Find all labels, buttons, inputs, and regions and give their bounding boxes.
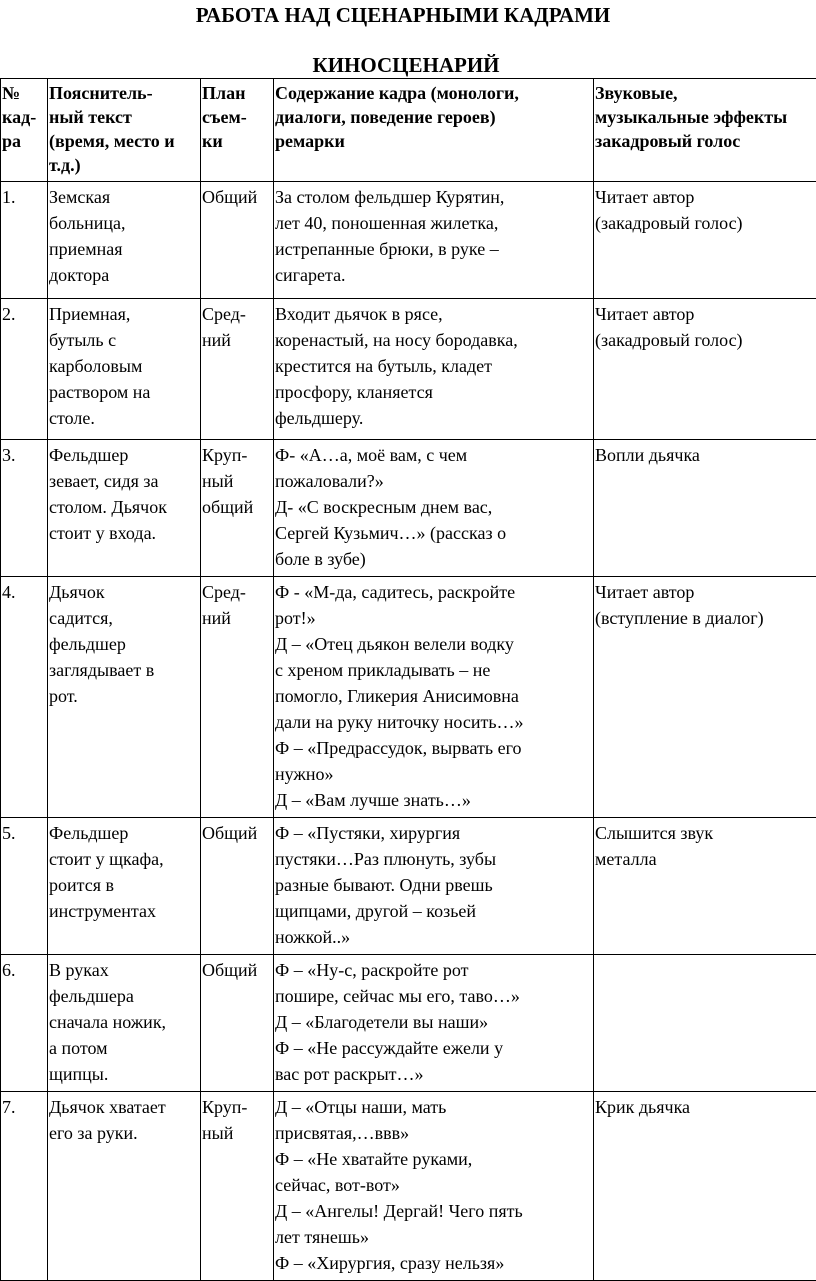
- frame-content: Ф - «М-да, садитесь, раскройте рот!» Д – «Отец дьякон велели водку с хреном прикладывать – не помогло, Гликерия Анисимовна дали на руку ниточку носить…» Ф – «Предрассудок, вырвать его нужно» Д – «Вам лучше знать…»: [274, 577, 594, 818]
- frame-number: 1.: [1, 182, 48, 299]
- table-row: [1, 299, 816, 440]
- frame-content: Ф – «Ну-с, раскройте рот пошире, сейчас мы его, таво…» Д – «Благодетели вы наши» Ф – «Не рассуждайте ежели у вас рот раскрыт…»: [274, 955, 594, 1092]
- table-row: [1, 440, 816, 577]
- table-row: [1, 182, 816, 299]
- table-row: [1, 577, 816, 818]
- header-frame-content: Содержание кадра (монологи, диалоги, поведение героев) ремарки: [274, 79, 594, 182]
- frame-content: Ф – «Пустяки, хирургия пустяки…Раз плюнуть, зубы разные бывают. Одни рвешь щипцами, другой – козьей ножкой..»: [274, 818, 594, 955]
- frame-number: 2.: [1, 299, 48, 440]
- shot-plan: Общий: [201, 818, 274, 955]
- explanatory-text: Дьячок хватает его за руки.: [48, 1092, 201, 1281]
- header-frame-number: № кад- ра: [1, 79, 48, 182]
- explanatory-text: Фельдшер зевает, сидя за столом. Дьячок стоит у входа.: [48, 440, 201, 577]
- sound-effects: [594, 955, 816, 1092]
- document-title: РАБОТА НАД СЦЕНАРНЫМИ КАДРАМИ: [0, 3, 811, 28]
- shot-plan: Круп- ный общий: [201, 440, 274, 577]
- frame-number: 6.: [1, 955, 48, 1092]
- shot-plan: Общий: [201, 955, 274, 1092]
- shot-plan: Круп- ный: [201, 1092, 274, 1281]
- explanatory-text: Приемная, бутыль с карболовым раствором на столе.: [48, 299, 201, 440]
- frame-content: Ф- «А…а, моё вам, с чем пожаловали?» Д- «С воскресным днем вас, Сергей Кузьмич…» (рассказ о боле в зубе): [274, 440, 594, 577]
- sound-effects: Слышится звук металла: [594, 818, 816, 955]
- table-row: [1, 818, 816, 955]
- header-row: [1, 79, 816, 182]
- document-subtitle: КИНОСЦЕНАРИЙ: [0, 53, 814, 78]
- shot-plan: Сред- ний: [201, 577, 274, 818]
- header-shot-plan: План съем- ки: [201, 79, 274, 182]
- frame-number: 3.: [1, 440, 48, 577]
- frame-number: 5.: [1, 818, 48, 955]
- frame-number: 4.: [1, 577, 48, 818]
- table-row: [1, 955, 816, 1092]
- explanatory-text: В руках фельдшера сначала ножик, а потом щипцы.: [48, 955, 201, 1092]
- shot-plan: Сред- ний: [201, 299, 274, 440]
- table-row: [1, 1092, 816, 1281]
- screenplay-table: [0, 78, 816, 1281]
- frame-content: Д – «Отцы наши, мать присвятая,…ввв» Ф – «Не хватайте руками, сейчас, вот-вот» Д – «Ангелы! Дергай! Чего пять лет тянешь» Ф – «Хирургия, сразу нельзя»: [274, 1092, 594, 1281]
- shot-plan: Общий: [201, 182, 274, 299]
- frame-content: Входит дьячок в рясе, коренастый, на носу бородавка, крестится на бутыль, кладет просфору, кланяется фельдшеру.: [274, 299, 594, 440]
- header-explanatory-text: Пояснитель- ный текст (время, место и т.д.): [48, 79, 201, 182]
- sound-effects: Вопли дьячка: [594, 440, 816, 577]
- explanatory-text: Земская больница, приемная доктора: [48, 182, 201, 299]
- header-sound-effects: Звуковые, музыкальные эффекты закадровый голос: [594, 79, 816, 182]
- frame-number: 7.: [1, 1092, 48, 1281]
- sound-effects: Читает автор (вступление в диалог): [594, 577, 816, 818]
- sound-effects: Читает автор (закадровый голос): [594, 182, 816, 299]
- frame-content: За столом фельдшер Курятин, лет 40, поношенная жилетка, истрепанные брюки, в руке – сигарета.: [274, 182, 594, 299]
- explanatory-text: Фельдшер стоит у щкафа, роится в инструментах: [48, 818, 201, 955]
- sound-effects: Крик дьячка: [594, 1092, 816, 1281]
- sound-effects: Читает автор (закадровый голос): [594, 299, 816, 440]
- explanatory-text: Дьячок садится, фельдшер заглядывает в рот.: [48, 577, 201, 818]
